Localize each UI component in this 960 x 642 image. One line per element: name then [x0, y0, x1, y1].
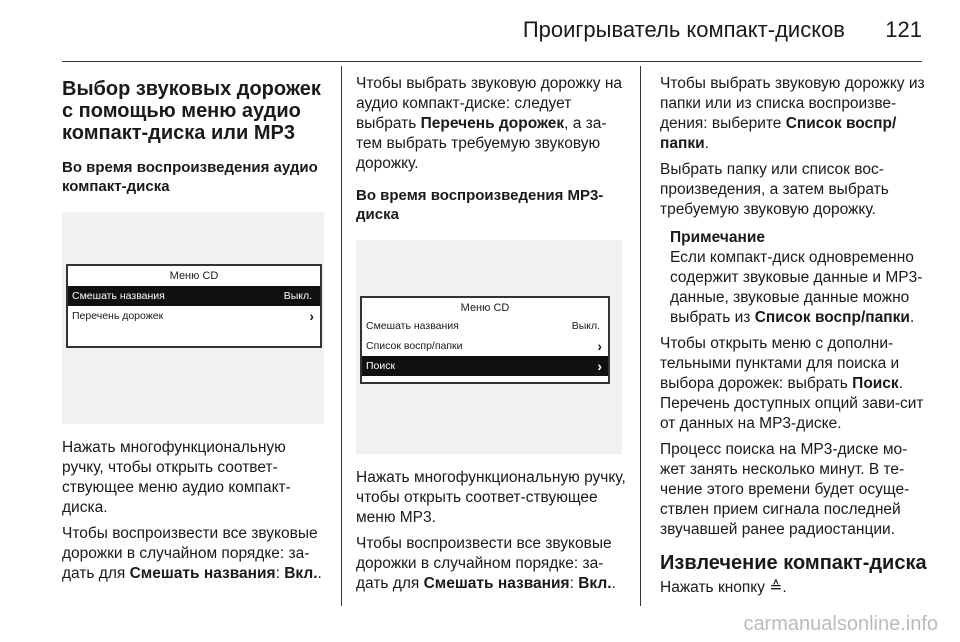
mp3-menu-screenshot: [356, 240, 622, 454]
page-header: [0, 0, 960, 52]
chevron-right-icon: ›: [309, 308, 314, 324]
subsection-heading: Во время воспроизведения MP3-диска: [356, 187, 604, 223]
menu-row-label: Перечень дорожек: [72, 310, 164, 322]
menu-row-shuffle: [362, 316, 608, 336]
menu-row-value: Выкл.: [283, 290, 312, 302]
paragraph: Нажать многофункциональную ручку, чтобы открыть соответ-ствующее меню MP3.: [356, 469, 626, 526]
menu-row-label: Поиск: [366, 360, 396, 372]
menu-row-label: Смешать названия: [366, 320, 459, 332]
page-title: Проигрыватель компакт-дисков: [522, 17, 845, 42]
note-text: Если компакт-диск одновременно содержит звуковые данные и MP3-данные, звуковые данные можно выбрать из Список воспр/папки.: [670, 249, 923, 326]
chevron-right-icon: ›: [597, 358, 602, 374]
subsection-heading: Во время воспроизведения аудио компакт-диска: [62, 159, 318, 195]
column-1: [62, 66, 328, 590]
paragraph: Чтобы открыть меню с дополни-тельными пунктами для поиска и выбора дорожек: выбрать Поиск. Перечень доступных опций зави-сит от данных на MP3-диске.: [660, 335, 924, 432]
watermark: carmanualsonline.info: [743, 613, 938, 635]
menu-row-label: Список воспр/папки: [366, 340, 463, 352]
note-block: [660, 228, 930, 328]
section-heading: Выбор звуковых дорожек с помощью меню аудио компакт-диска или MP3: [62, 78, 321, 144]
screen-title: Меню CD: [169, 270, 219, 282]
paragraph: Чтобы выбрать звуковую дорожку из папки или из списка воспроизве-дения: выберите Список воспр/папки.: [660, 75, 925, 152]
section-heading: Извлечение компакт-диска: [660, 552, 927, 574]
paragraph: Чтобы воспроизвести все звуковые дорожки в случайном порядке: за-дать для Смешать названия: Вкл..: [356, 535, 616, 592]
screen-title: Меню CD: [460, 302, 510, 314]
paragraph: Чтобы воспроизвести все звуковые дорожки в случайном порядке: за-дать для Смешать названия: Вкл..: [62, 525, 322, 582]
column-3: [660, 66, 930, 604]
menu-row-label: Смешать названия: [72, 290, 165, 302]
menu-row-shuffle: [68, 286, 320, 306]
eject-icon: ≙: [769, 579, 783, 596]
menu-row-search: [362, 356, 608, 376]
menu-row-tracklist: [68, 306, 320, 326]
menu-row-playlist: [362, 336, 608, 356]
header-divider: [62, 61, 922, 62]
paragraph: Выбрать папку или список вос-произведения, а затем выбрать требуемую звуковую дорожку.: [660, 161, 889, 218]
column-divider-1: [341, 66, 342, 606]
cd-menu-screen: [66, 264, 322, 348]
paragraph: Нажать кнопку ≙.: [660, 579, 787, 596]
cd-menu-screenshot: [62, 212, 324, 424]
paragraph: Чтобы выбрать звуковую дорожку на аудио компакт-диске: следует выбрать Перечень дорожек, а за-тем выбрать требуемую звуковую дорожку.: [356, 75, 623, 172]
column-divider-2: [640, 66, 641, 606]
chevron-right-icon: ›: [597, 338, 602, 354]
column-2: [356, 66, 626, 600]
paragraph: Нажать многофункциональную ручку, чтобы открыть соответ-ствующее меню аудио компакт-диска.: [62, 439, 291, 516]
page-number: 121: [885, 17, 922, 42]
paragraph: Процесс поиска на MP3-диске мо-жет занять несколько минут. В те-чение этого времени будет осуще-ствлен прием сигнала последней звучавшей ранее радиостанции.: [660, 441, 910, 538]
menu-row-value: Выкл.: [571, 320, 600, 332]
mp3-menu-screen: [360, 296, 610, 384]
note-title: Примечание: [670, 229, 765, 246]
